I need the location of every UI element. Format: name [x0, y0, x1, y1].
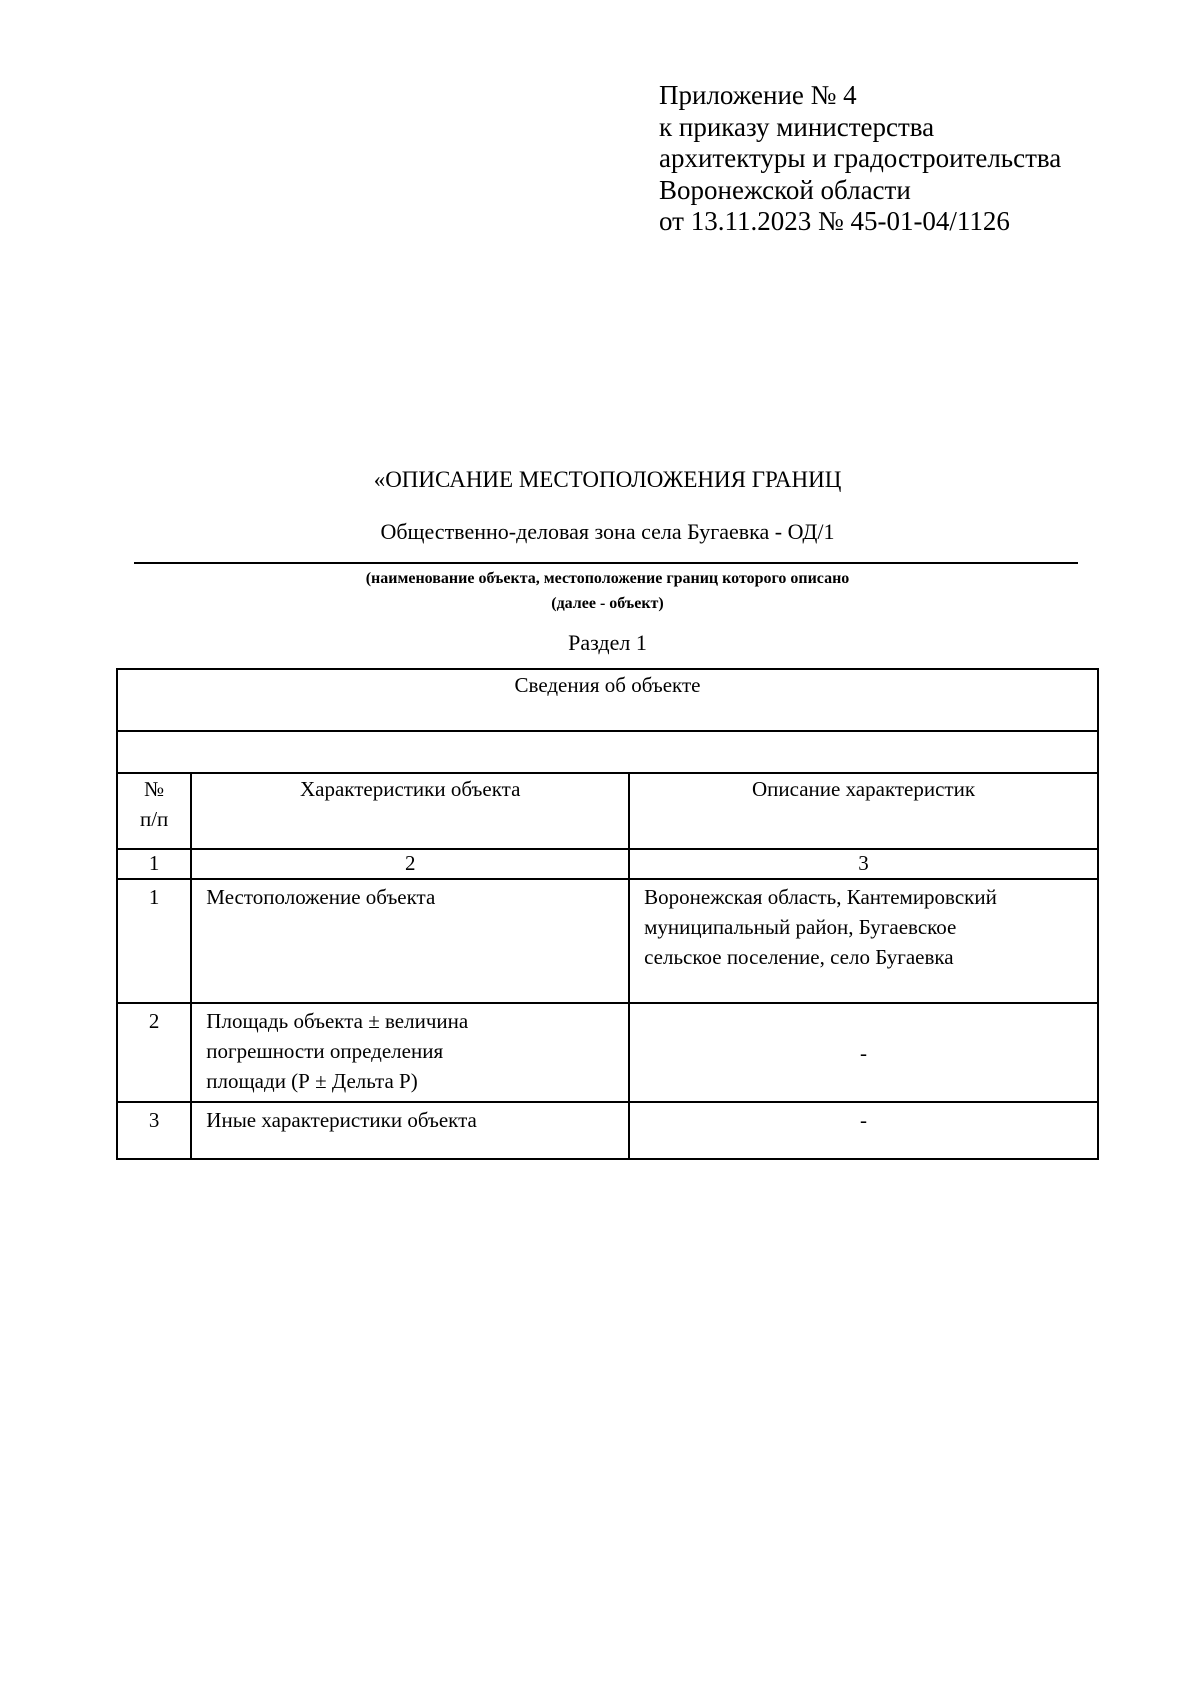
column-index: 1: [117, 849, 191, 879]
column-index: 3: [629, 849, 1098, 879]
empty-cell: [117, 731, 1098, 773]
table-empty-row: [117, 731, 1098, 773]
row-number: 1: [117, 879, 191, 1003]
object-name-caption: [0, 566, 1200, 616]
column-header-characteristic: Характеристики объекта: [191, 773, 629, 849]
table-row: [117, 879, 1098, 1003]
attachment-line: Воронежской области: [659, 174, 911, 205]
attachment-line: архитектуры и градостроительства: [659, 143, 1062, 173]
row-description: -: [629, 1102, 1098, 1159]
row-number: 2: [117, 1003, 191, 1102]
row-description: -: [629, 1003, 1098, 1102]
table-heading: Сведения об объекте: [117, 669, 1098, 731]
attachment-block: [659, 80, 1061, 238]
section-label: Раздел 1: [568, 630, 647, 655]
caption-line: (наименование объекта, местоположение границ которого описано: [365, 570, 850, 587]
row-description: Воронежская область, Кантемировский муниципальный район, Бугаевское сельское поселение, село Бугаевка: [629, 879, 1098, 1003]
row-number: 3: [117, 1102, 191, 1159]
row-characteristic: Площадь объекта ± величина погрешности определения площади (Р ± Дельта Р): [191, 1003, 629, 1102]
column-index: 2: [191, 849, 629, 879]
attachment-line: к приказу министерства: [659, 111, 935, 142]
column-index-row: [117, 849, 1098, 879]
table-row: [117, 1102, 1098, 1159]
table-row: [117, 1003, 1098, 1102]
table-header-row: [117, 773, 1098, 849]
underline-divider: [134, 562, 1078, 564]
object-info-table: [116, 668, 1099, 1160]
column-header-num: № п/п: [117, 773, 191, 849]
document-title: «ОПИСАНИЕ МЕСТОПОЛОЖЕНИЯ ГРАНИЦ: [373, 467, 842, 492]
row-characteristic: Иные характеристики объекта: [191, 1102, 629, 1159]
attachment-line: от 13.11.2023 № 45-01-04/1126: [659, 206, 1010, 236]
object-name: Общественно-деловая зона села Бугаевка - ОД/1: [380, 519, 835, 544]
caption-line: (далее - объект): [551, 595, 664, 612]
table-heading-row: [117, 669, 1098, 731]
row-characteristic: Местоположение объекта: [191, 879, 629, 1003]
column-header-description: Описание характеристик: [629, 773, 1098, 849]
attachment-line: Приложение № 4: [659, 80, 857, 110]
